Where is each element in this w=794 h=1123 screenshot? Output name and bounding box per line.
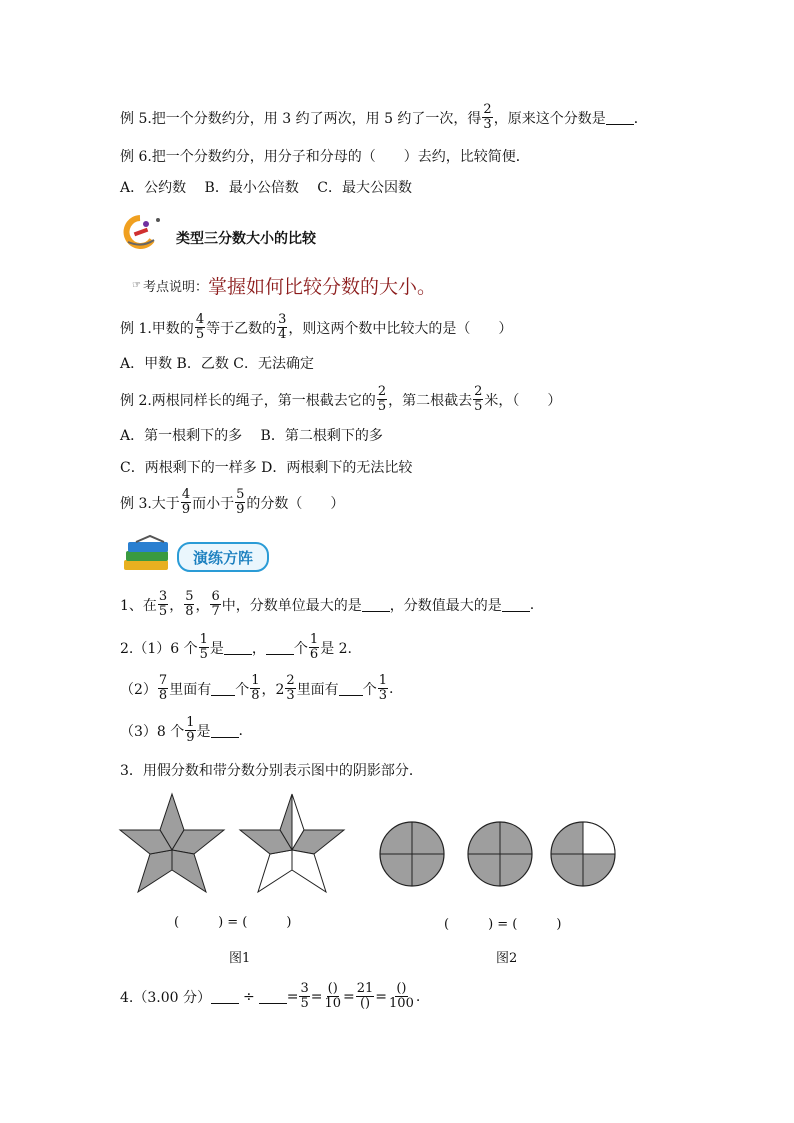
ex5-text-a: 例 5.把一个分数约分，用 3 约了两次，用 5 约了一次，得 [120,110,482,127]
practice-banner [177,542,269,572]
p2b-text-d: ，2 [261,681,285,698]
p2a-text-b: 是 [209,640,224,657]
q2-options-ab-text: A．第一根剩下的多 B．第二根剩下的多 [120,428,383,444]
p1-text-a: 1、在 [120,597,157,614]
practice-4 [120,982,420,1011]
q2-text-b: ，第二根截去 [388,392,473,409]
p4-fraction-4[interactable]: $\frac{()}{100}$ [389,981,414,1011]
circle-figure-1 [378,820,446,888]
p2a-blank-2[interactable] [266,640,294,655]
p2b-text-c: 个 [235,681,250,698]
ex5-fraction: $\frac{2}{3}$ [483,102,492,132]
p4-fraction-2[interactable]: $\frac{()}{10}$ [324,981,342,1011]
p4-text-a: 4.（3.00 分） [120,989,211,1006]
star-figure-1 [118,792,226,896]
p2a-text-e: 是 2. [320,640,352,657]
p1-text-c: ，分数值最大的是 [389,597,502,614]
p4-blank-2[interactable] [259,989,287,1004]
p4-fraction-1: $\frac{3}{5}$ [300,981,309,1011]
p2c-blank[interactable] [211,723,239,738]
q2-options-cd-text: C．两根剩下的一样多 D．两根剩下的无法比较 [120,460,413,476]
question-2-options-ab [120,425,383,445]
p2c-text-a: （3）8 个 [120,723,185,740]
question-1-options [120,353,314,373]
p2c-text-c: . [238,722,243,739]
p1-sep-2: ， [195,597,210,614]
example-6 [120,146,530,166]
p4-divide: ÷ [242,988,255,1005]
example-5 [120,103,648,132]
q3-fraction-1: $\frac{4}{9}$ [181,487,191,517]
p1-fraction-2: $\frac{5}{8}$ [185,589,194,619]
p2c-text-b: 是 [196,723,211,740]
p1-text-b: 中，分数单位最大的是 [221,597,362,614]
p1-sep-1: ， [169,597,184,614]
p2a-text-a: 2.（1）6 个 [120,640,198,657]
p1-fraction-3: $\frac{6}{7}$ [211,589,220,619]
question-3 [120,488,344,517]
practice-3 [120,760,423,780]
p4-text-end: . [415,988,421,1005]
p2b-text-a: （2） [120,681,157,698]
circle-figure-2 [466,820,534,888]
exam-note [132,272,436,299]
p2b-text-g: . [388,680,394,697]
p4-eq-2: = [310,988,323,1005]
star-figure-2 [238,792,346,896]
ex6-options-text: A．公约数 B．最小公倍数 C．最大公因数 [120,180,413,196]
circle-figure-3 [549,820,617,888]
question-2 [120,385,561,414]
p2b-fraction-2: $\frac{1}{8}$ [251,673,260,703]
p1-fraction-1: $\frac{3}{5}$ [158,589,168,619]
question-1 [120,313,512,342]
p2b-text-f: 个 [362,681,377,698]
p2a-text-c: ， [251,640,266,657]
hand-icon: ☞ [132,280,141,291]
p2a-fraction-1: $\frac{1}{5}$ [199,632,208,662]
q3-fraction-2: $\frac{5}{9}$ [236,487,245,517]
p2b-blank-1[interactable] [211,681,235,696]
q2-text-c: 米，（ ） [484,392,562,409]
figure-2-answer[interactable]: ( ) = ( ) [444,917,562,932]
q3-text-c: 的分数（ ） [246,495,345,512]
practice-2-1 [120,633,352,662]
p3-text: 3．用假分数和带分数分别表示图中的阴影部分． [120,763,423,779]
p4-blank-1[interactable] [211,989,239,1004]
p2a-blank-1[interactable] [224,640,252,655]
q1-options-text: A．甲数 B．乙数 C．无法确定 [120,356,315,372]
q3-text-a: 例 3.大于 [120,495,180,512]
p2b-fraction-1: $\frac{7}{8}$ [158,673,168,703]
p2b-text-b: 里面有 [169,681,212,698]
p4-eq-1: = [286,988,299,1005]
p2b-text-e: 里面有 [296,681,339,698]
q2-fraction-2: $\frac{2}{5}$ [474,384,483,414]
practice-1 [120,590,534,619]
p4-eq-4: = [375,988,388,1005]
example-6-options [120,177,412,197]
q1-fraction-2: $\frac{3}{4}$ [278,312,287,342]
p1-blank-1[interactable] [362,597,390,612]
practice-2-3 [120,716,243,745]
type3-title-text: 类型三分数大小的比较 [176,231,316,247]
p2a-text-d: 个 [293,640,308,657]
practice-2-2 [120,674,393,703]
ex6-text: 例 6.把一个分数约分，用分子和分母的（ ）去约，比较简便． [120,149,530,165]
books-icon [120,534,176,576]
ex5-text-b: ，原来这个分数是 [493,110,606,127]
p4-fraction-3[interactable]: $\frac{21}{()}$ [356,981,374,1011]
q2-text-a: 例 2.两根同样长的绳子，第一根截去它的 [120,392,376,409]
practice-title: 演练方阵 [192,548,253,567]
p1-text-d: . [529,596,535,613]
note-label: 考点说明： [142,280,208,295]
figure-1-label: 图1 [229,951,251,966]
p4-eq-3: = [343,988,355,1005]
p2b-fraction-3: $\frac{2}{3}$ [286,673,295,703]
type3-title [176,228,316,248]
q1-fraction-1: $\frac{4}{5}$ [195,312,205,342]
q3-text-b: 而小于 [192,495,235,512]
ex5-answer-blank[interactable] [606,110,634,125]
p2c-fraction: $\frac{1}{9}$ [186,715,195,745]
p2a-fraction-2: $\frac{1}{6}$ [309,632,319,662]
p2b-blank-2[interactable] [339,681,363,696]
q2-fraction-1: $\frac{2}{5}$ [377,384,387,414]
q1-text-c: ，则这两个数中比较大的是（ ） [288,320,513,337]
p2b-fraction-4: $\frac{1}{3}$ [378,673,387,703]
q1-text-b: 等于乙数的 [206,320,277,337]
q1-text-a: 例 1.甲数的 [120,320,194,337]
type-section-icon [120,214,164,250]
p1-blank-2[interactable] [502,597,530,612]
note-main: 掌握如何比较分数的大小。 [207,276,436,298]
figure-2-label: 图2 [496,951,518,966]
figure-1-answer[interactable]: ( ) = ( ) [174,915,292,930]
question-2-options-cd [120,457,412,477]
ex5-text-c: ． [633,110,648,127]
